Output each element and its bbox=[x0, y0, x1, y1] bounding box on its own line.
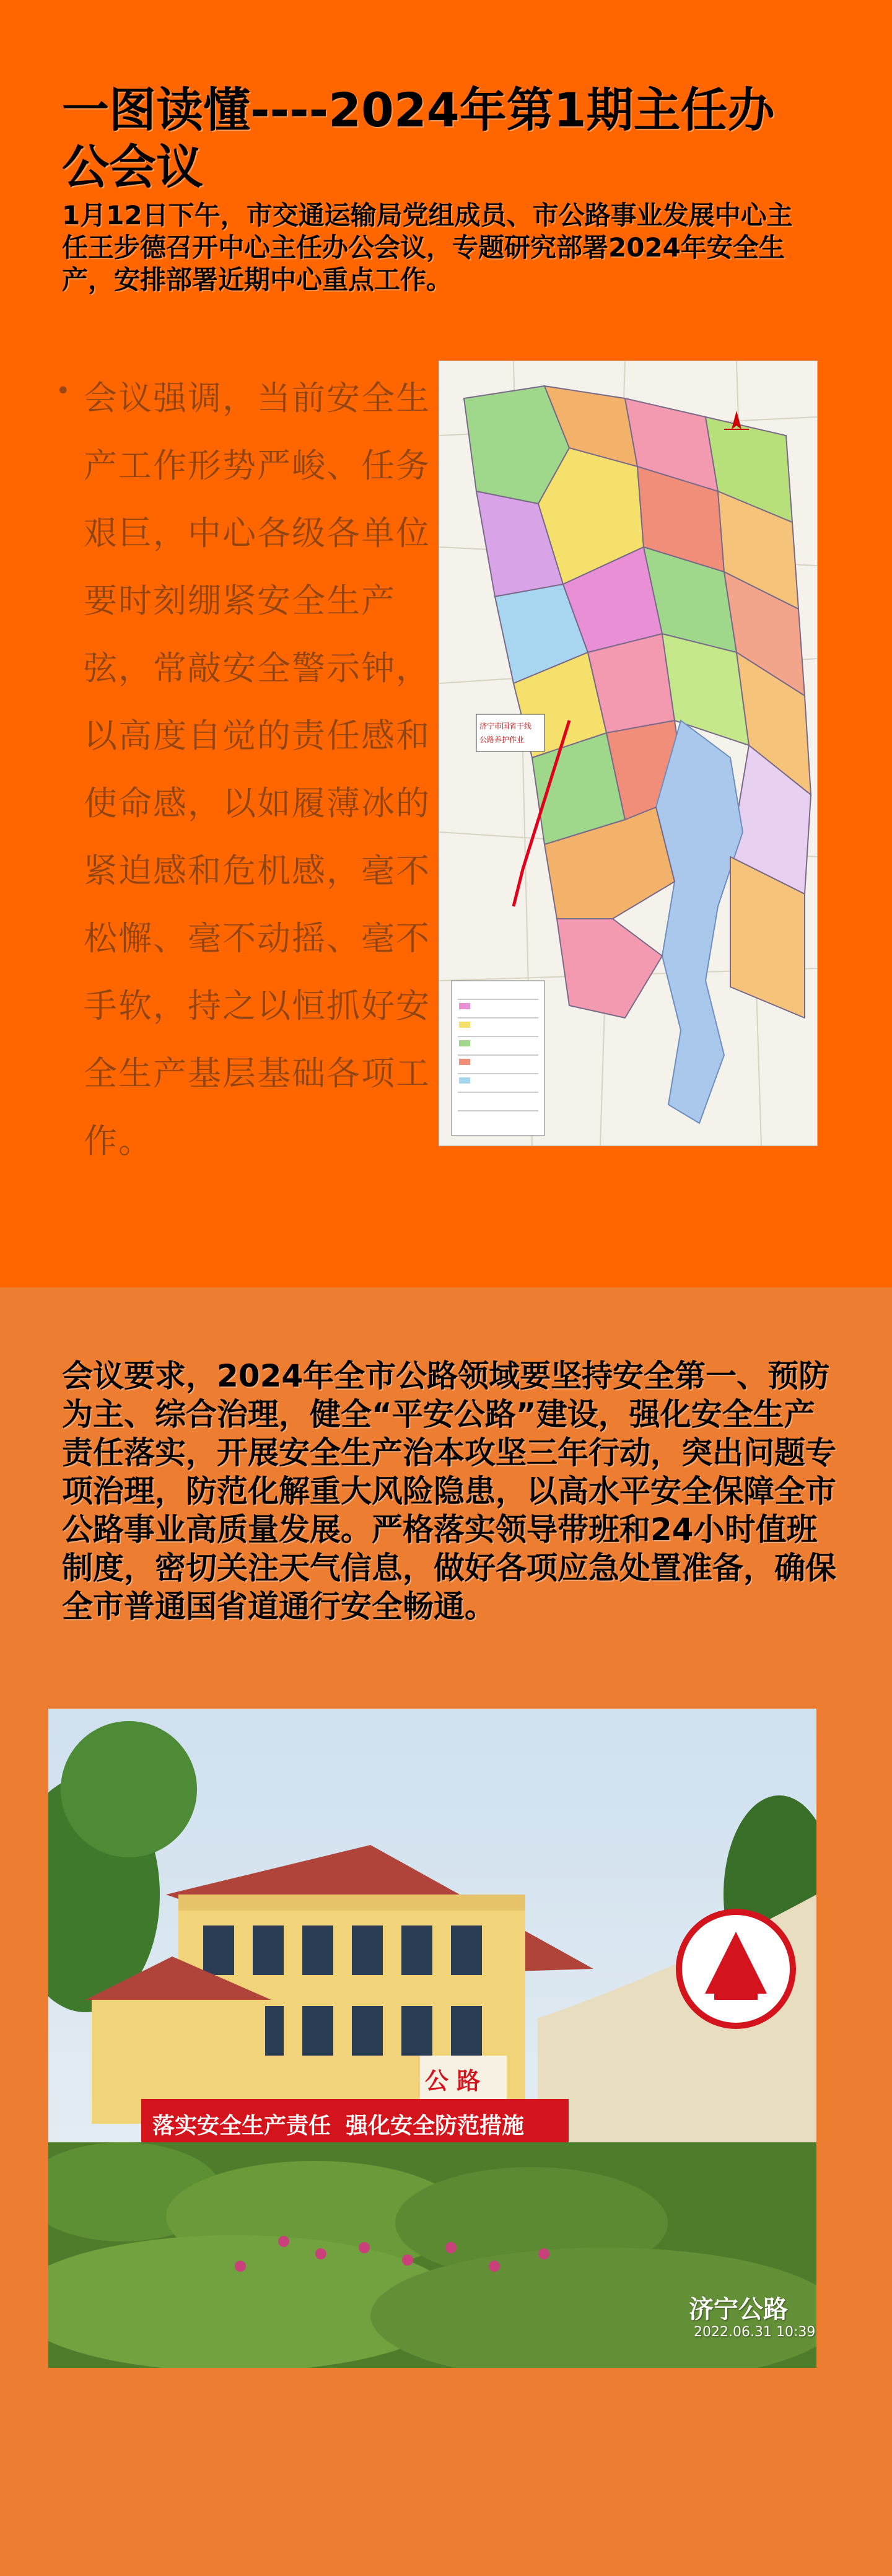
banner-left-text: 落实安全生产责任 bbox=[152, 2113, 331, 2139]
road-map-image bbox=[439, 361, 818, 1146]
map-graphic bbox=[439, 361, 817, 1146]
slide-1 bbox=[0, 0, 892, 1287]
photo-timestamp: 2022.06.31 10:39 bbox=[694, 2324, 816, 2340]
watermark-brand: 济宁公路 bbox=[689, 2295, 788, 2324]
building-sign-text: 公 路 bbox=[425, 2067, 481, 2095]
map-label-line1: 济宁市国省干线 bbox=[479, 722, 532, 730]
map-label-line2: 公路养护作业 bbox=[479, 735, 525, 744]
page-title: 一图读懂----2024年第1期主任办公会议 bbox=[62, 82, 775, 195]
bullet-item bbox=[56, 364, 446, 1175]
intro-paragraph: 1月12日下午，市交通运输局党组成员、市公路事业发展中心主任王步德召开中心主任办公会议，专题研究部署2024年安全生产，安排部署近期中心重点工作。 bbox=[62, 200, 793, 295]
photo-graphic bbox=[48, 1709, 816, 2368]
bullet-icon: • bbox=[56, 377, 71, 405]
office-building-photo bbox=[48, 1709, 816, 2368]
banner-mid-text: 强化安全防范措施 bbox=[346, 2113, 525, 2139]
bullet-text: 会议强调，当前安全生产工作形势严峻、任务艰巨，中心各级各单位要时刻绷紧安全生产弦，常敲安全警示钟，以高度自觉的责任感和使命感，以如履薄冰的紧迫感和危机感，毫不松懈、毫不动摇、毫不手软，持之以恒抓好安全生产基层基础各项工作。 bbox=[84, 379, 431, 1160]
requirements-paragraph: 会议要求，2024年全市公路领域要坚持安全第一、预防为主、综合治理，健全“平安公路”建设，强化安全生产责任落实，开展安全生产治本攻坚三年行动，突出问题专项治理，防范化解重大风险隐患，以高水平安全保障全市公路事业高质量发展。严格落实领导带班和24小时值班制度，密切关注天气信息，做好各项应急处置准备，确保全市普通国省道通行安全畅通。 bbox=[62, 1358, 836, 1624]
